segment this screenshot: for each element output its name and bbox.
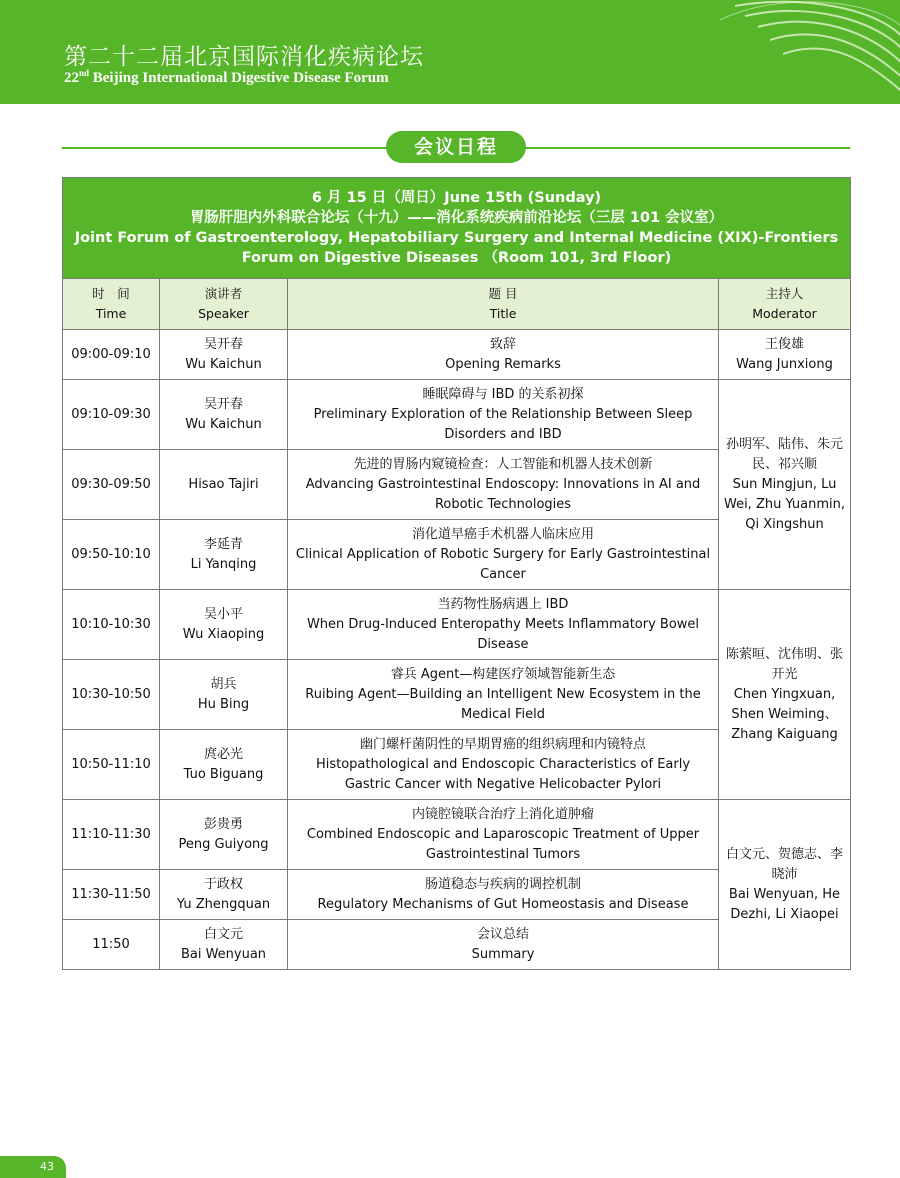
speaker-cn: 庹必光 <box>203 746 243 762</box>
forum-title-cn: 第二十二届北京国际消化疾病论坛 <box>64 44 424 70</box>
row-title <box>288 380 719 450</box>
row-time: 10:50-11:10 <box>63 730 160 800</box>
row-title <box>288 870 719 920</box>
speaker-en: Hisao Tajiri <box>188 476 259 492</box>
moderator-en: Sun Mingjun, Lu Wei, Zhu Yuanmin, Qi Xingshun <box>723 476 846 532</box>
section-heading <box>62 131 850 163</box>
row-time: 10:30-10:50 <box>63 660 160 730</box>
title-en: Preliminary Exploration of the Relationship Between Sleep Disorders and IBD <box>313 406 693 442</box>
row-speaker <box>160 380 288 450</box>
column-header-title-en: Title <box>489 306 517 321</box>
title-en: Combined Endoscopic and Laparoscopic Treatment of Upper Gastrointestinal Tumors <box>306 826 700 862</box>
title-cn: 幽门螺杆菌阴性的早期胃癌的组织病理和内镜特点 <box>359 736 646 752</box>
title-en: Histopathological and Endoscopic Characteristics of Early Gastric Cancer with Negative Helicobacter Pylori <box>315 756 691 792</box>
moderator-cn: 白文元、贺德志、李晓沛 <box>725 846 843 882</box>
row-moderator <box>719 800 851 970</box>
table-row <box>63 380 851 450</box>
column-header-time-cn: 时 间 <box>92 286 130 301</box>
edition-suffix: nd <box>79 68 90 78</box>
speaker-en: Tuo Biguang <box>183 766 264 782</box>
row-time: 10:10-10:30 <box>63 590 160 660</box>
title-en: Clinical Application of Robotic Surgery for Early Gastrointestinal Cancer <box>295 546 711 582</box>
row-title <box>288 330 719 380</box>
speaker-en: Wu Kaichun <box>185 416 262 432</box>
speaker-en: Peng Guiyong <box>178 836 269 852</box>
column-header-speaker-en: Speaker <box>198 306 249 321</box>
page-number: 43 <box>0 1156 66 1178</box>
row-speaker <box>160 450 288 520</box>
row-title <box>288 660 719 730</box>
row-time: 09:50-10:10 <box>63 520 160 590</box>
speaker-en: Bai Wenyuan <box>180 946 267 962</box>
table-row <box>63 590 851 660</box>
session-title-en-1: Joint Forum of Gastroenterology, Hepatobiliary Surgery and Internal Medicine (XIX)-Frontiers <box>74 230 839 246</box>
speaker-cn: 于政权 <box>203 876 243 892</box>
row-time: 09:00-09:10 <box>63 330 160 380</box>
speaker-en: Yu Zhengquan <box>176 896 271 912</box>
session-banner-cell <box>63 178 851 279</box>
moderator-cn: 王俊雄 <box>764 336 804 352</box>
title-cn: 会议总结 <box>476 926 529 942</box>
row-moderator <box>719 380 851 590</box>
page-header <box>0 0 900 104</box>
row-speaker <box>160 660 288 730</box>
session-date: 6 月 15 日（周日）June 15th (Sunday) <box>311 190 602 206</box>
title-en: Summary <box>471 946 535 962</box>
row-time: 09:30-09:50 <box>63 450 160 520</box>
moderator-en: Chen Yingxuan, Shen Weiming、Zhang Kaiguang <box>731 686 838 742</box>
row-title <box>288 520 719 590</box>
row-speaker <box>160 590 288 660</box>
column-header-time-en: Time <box>95 306 127 321</box>
row-time: 11:10-11:30 <box>63 800 160 870</box>
row-time: 09:10-09:30 <box>63 380 160 450</box>
column-header-moderator <box>719 279 851 330</box>
edition-number: 22 <box>64 70 79 86</box>
forum-title-en <box>64 68 389 87</box>
row-time: 11:30-11:50 <box>63 870 160 920</box>
speaker-en: Wu Kaichun <box>185 356 262 372</box>
row-speaker <box>160 870 288 920</box>
column-header-title <box>288 279 719 330</box>
row-time: 11:50 <box>63 920 160 970</box>
row-speaker <box>160 330 288 380</box>
title-en: When Drug-Induced Enteropathy Meets Inflammatory Bowel Disease <box>306 616 700 652</box>
row-title <box>288 730 719 800</box>
session-title-en-2: Forum on Digestive Diseases （Room 101, 3rd Floor) <box>241 250 672 266</box>
speaker-cn: 李延青 <box>203 536 243 552</box>
row-title <box>288 920 719 970</box>
row-speaker <box>160 520 288 590</box>
title-cn: 先进的胃肠内窥镜检查：人工智能和机器人技术创新 <box>353 456 653 472</box>
moderator-en: Wang Junxiong <box>736 356 833 372</box>
row-speaker <box>160 920 288 970</box>
title-cn: 当药物性肠病遇上 IBD <box>437 596 569 612</box>
title-cn: 睿兵 Agent—构建医疗领域智能新生态 <box>390 666 616 682</box>
section-title: 会议日程 <box>386 131 526 163</box>
title-cn: 睡眠障碍与 IBD 的关系初探 <box>422 386 584 402</box>
title-en: Opening Remarks <box>445 356 561 372</box>
speaker-cn: 白文元 <box>203 926 243 942</box>
row-title <box>288 800 719 870</box>
column-header-moderator-en: Moderator <box>752 306 817 321</box>
column-header-row <box>63 279 851 330</box>
row-title <box>288 450 719 520</box>
title-cn: 消化道早癌手术机器人临床应用 <box>411 526 594 542</box>
title-en: Ruibing Agent—Building an Intelligent New Ecosystem in the Medical Field <box>305 686 701 722</box>
row-moderator <box>719 330 851 380</box>
title-en: Advancing Gastrointestinal Endoscopy: Innovations in AI and Robotic Technologies <box>305 476 701 512</box>
title-cn: 肠道稳态与疾病的调控机制 <box>424 876 581 892</box>
session-title-cn: 胃肠肝胆内外科联合论坛（十九）——消化系统疾病前沿论坛（三层 101 会议室） <box>189 210 724 226</box>
column-header-speaker <box>160 279 288 330</box>
speaker-cn: 吴开春 <box>203 396 243 412</box>
session-banner <box>63 178 851 279</box>
row-moderator <box>719 590 851 800</box>
column-header-time <box>63 279 160 330</box>
title-en: Regulatory Mechanisms of Gut Homeostasis and Disease <box>317 896 689 912</box>
speaker-cn: 胡兵 <box>210 676 237 692</box>
column-header-moderator-cn: 主持人 <box>765 286 804 301</box>
title-cn: 致辞 <box>489 336 516 352</box>
speaker-en: Li Yanqing <box>190 556 257 572</box>
speaker-cn: 吴开春 <box>203 336 243 352</box>
moderator-cn: 陈萦晅、沈伟明、张开光 <box>725 646 843 682</box>
column-header-speaker-cn: 演讲者 <box>204 286 243 301</box>
row-title <box>288 590 719 660</box>
schedule-table <box>62 177 851 970</box>
moderator-cn: 孙明军、陆伟、朱元民、祁兴顺 <box>725 436 843 472</box>
speaker-en: Wu Xiaoping <box>182 626 265 642</box>
table-row <box>63 330 851 380</box>
speaker-cn: 彭贵勇 <box>203 816 243 832</box>
column-header-title-cn: 题 目 <box>488 286 518 301</box>
speaker-en: Hu Bing <box>197 696 250 712</box>
row-speaker <box>160 730 288 800</box>
row-speaker <box>160 800 288 870</box>
forum-title-en-text: Beijing International Digestive Disease Forum <box>89 70 389 86</box>
moderator-en: Bai Wenyuan, He Dezhi, Li Xiaopei <box>728 886 841 922</box>
speaker-cn: 吴小平 <box>203 606 243 622</box>
table-row <box>63 800 851 870</box>
title-cn: 内镜腔镜联合治疗上消化道肿瘤 <box>411 806 594 822</box>
